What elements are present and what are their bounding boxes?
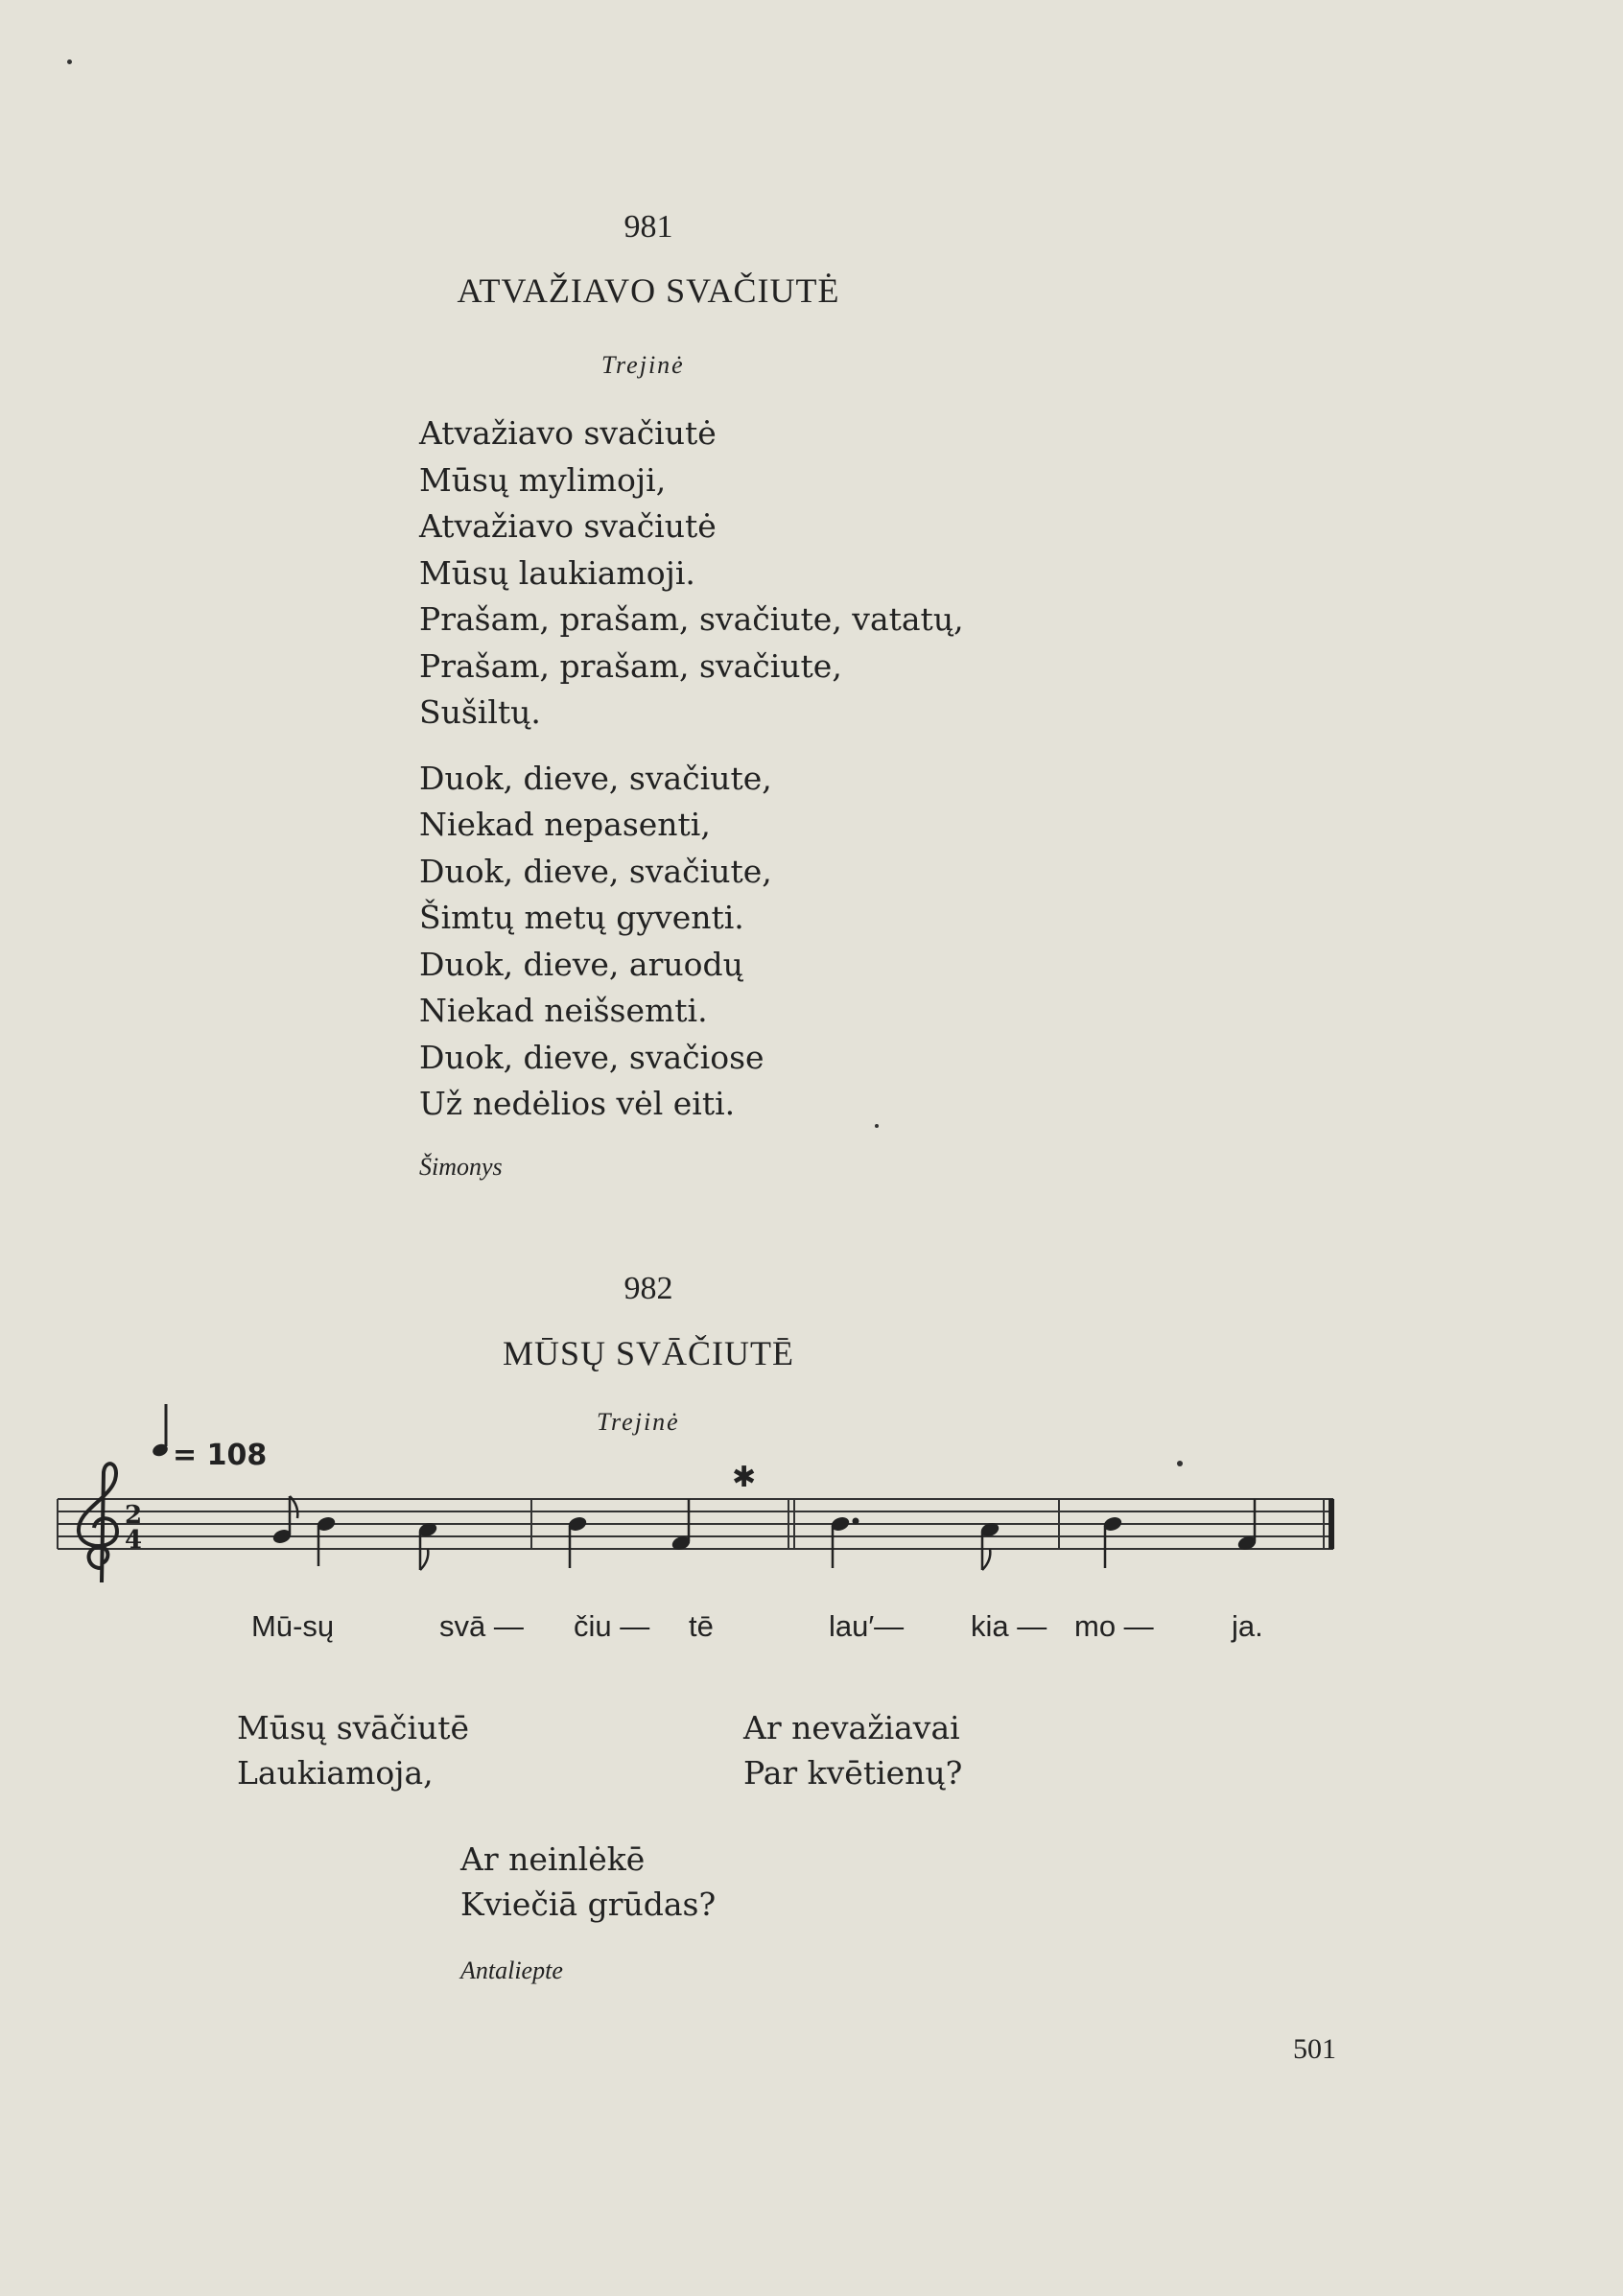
lyric-line: Atvažiavo svačiutė [419, 414, 717, 452]
lyric-line: Mūsų mylimoji, [419, 460, 667, 499]
lyric-line: Šimtų metų gyventi. [419, 899, 744, 936]
song-number: 981 [623, 209, 673, 245]
staff-lyric: svā — [439, 1609, 524, 1643]
song-source: Antaliepte [460, 1956, 563, 1984]
speck [67, 59, 72, 64]
song-source: Šimonys [419, 1153, 503, 1181]
staff-lyric: kia — [971, 1609, 1047, 1643]
page-number: 501 [1293, 2033, 1336, 2065]
verse-center [460, 1837, 716, 1927]
song-genre: Trejinė [601, 351, 685, 379]
lyric-line: Niekad neišsemti. [419, 992, 708, 1029]
lyric-line: Duok, dieve, aruodų [419, 945, 743, 983]
svg-text:2: 2 [125, 1501, 143, 1530]
speck [875, 1124, 879, 1128]
lyric-line: Niekad nepasenti, [419, 806, 711, 843]
lyric-line: Prašam, prašam, svačiute, [419, 646, 842, 685]
lyric-line: Duok, dieve, svačiose [419, 1038, 764, 1076]
verse-right [743, 1705, 962, 1795]
lyric-line: Duok, dieve, svačiute, [419, 759, 772, 797]
lyric-line: Atvažiavo svačiutė [419, 507, 717, 545]
svg-text:✱: ✱ [732, 1461, 757, 1494]
verse-line: Ar nevažiavai [743, 1709, 960, 1746]
staff-lyric: ja. [1232, 1609, 1263, 1643]
staff-lyric: mo — [1074, 1609, 1154, 1643]
lyric-line: Prašam, prašam, svačiute, vatatų, [419, 600, 964, 638]
staff-lyric: Mū-sų [251, 1609, 335, 1643]
verse-left [237, 1705, 469, 1795]
verse-line: Mūsų svāčiutē [237, 1709, 470, 1746]
staff-lyric: lau′— [829, 1609, 905, 1643]
song-title: ATVAŽIAVO SVAČIUTĖ [457, 271, 840, 310]
lyric-line: Duok, dieve, svačiute, [419, 852, 772, 890]
verse-line: Par kvētienų? [743, 1754, 963, 1792]
verse-line: Kviečiā grūdas? [460, 1886, 717, 1923]
staff-lyric: čiu — [574, 1609, 650, 1643]
song-number: 982 [623, 1271, 673, 1306]
staff-lyric: tē [689, 1609, 714, 1643]
lyric-line: Sušiltų. [419, 693, 541, 731]
svg-text:4: 4 [125, 1526, 143, 1555]
tempo-marking: = 108 [173, 1439, 268, 1472]
lyric-line: Už nedėlios vėl eiti. [419, 1085, 736, 1122]
song-genre: Trejinė [597, 1408, 680, 1436]
verse-line: Laukiamoja, [237, 1754, 434, 1792]
song-lyrics [419, 410, 964, 1128]
song-title: MŪSŲ SVĀČIUTĒ [502, 1334, 795, 1372]
verse-line: Ar neinlėkē [460, 1840, 646, 1878]
speck [1177, 1461, 1183, 1466]
lyric-line: Mūsų laukiamoji. [419, 553, 695, 592]
